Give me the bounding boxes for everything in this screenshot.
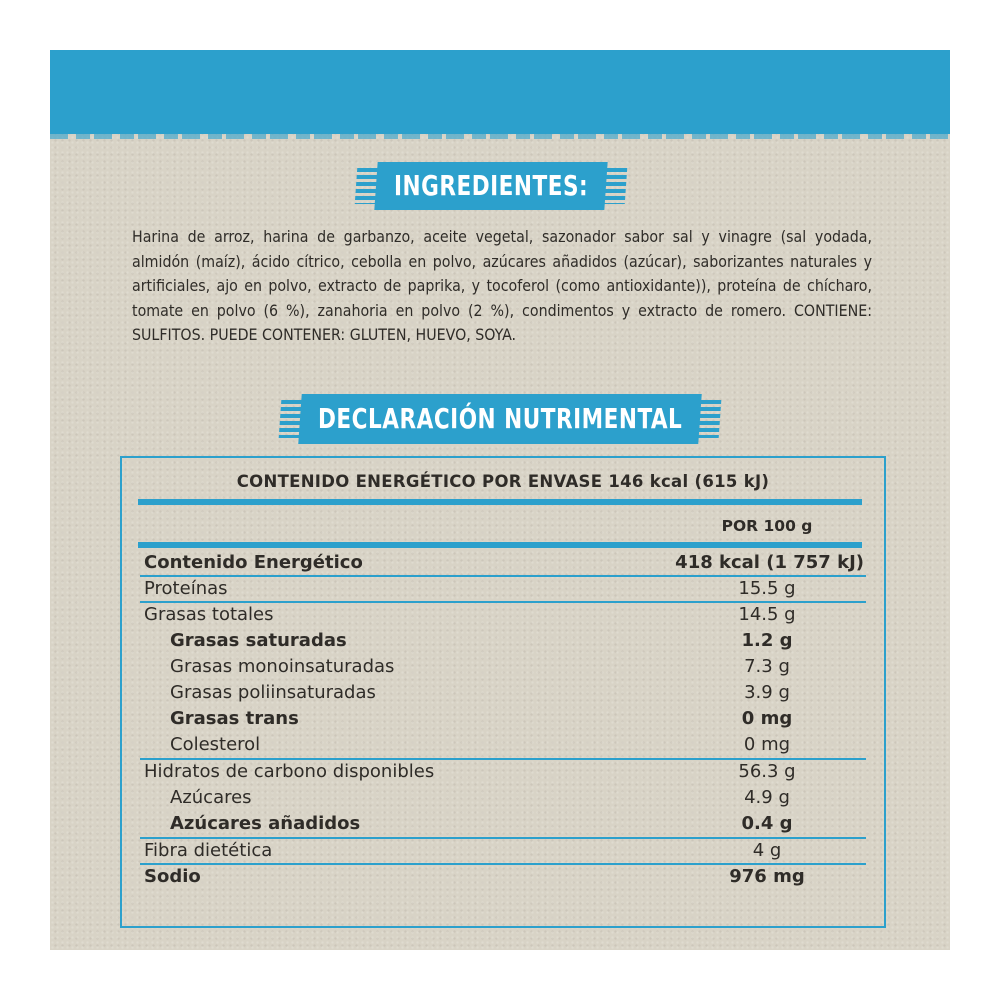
table-row bbox=[122, 732, 884, 758]
row-label: Grasas saturadas bbox=[170, 630, 347, 651]
table-rule bbox=[138, 542, 862, 548]
table-row bbox=[122, 838, 884, 864]
energy-per-pack: CONTENIDO ENERGÉTICO POR ENVASE 146 kcal (615 kJ) bbox=[236, 472, 770, 491]
ingredients-heading: INGREDIENTES: bbox=[374, 162, 607, 210]
row-label: Contenido Energético bbox=[144, 552, 363, 573]
table-row bbox=[122, 550, 884, 576]
table-rule bbox=[138, 499, 862, 505]
row-label: Grasas trans bbox=[170, 708, 299, 729]
row-value: 418 kcal (1 757 kJ) bbox=[675, 552, 864, 573]
ingredients-text: Harina de arroz, harina de garbanzo, aceite vegetal, sazonador sabor sal y vinagre (sal yodada, almidón (maíz), ácido cítrico, cebolla en polvo, azúcares añadidos (azúcar), saborizantes naturales y artificiales, ajo en polvo, extracto de paprika, y tocoferol (como antioxidante)), proteína de chícharo, tomate en polvo (6 %), zanahoria en polvo (2 %), condimentos y extracto de romero. CONTIENE: SULFITOS. PUEDE CONTENER: GLUTEN, HUEVO, SOYA. bbox=[132, 227, 872, 344]
row-label: Azúcares bbox=[170, 787, 252, 808]
row-label: Grasas totales bbox=[144, 604, 274, 625]
top-color-band bbox=[50, 50, 950, 134]
row-value: 0.4 g bbox=[741, 813, 793, 834]
row-label: Sodio bbox=[144, 866, 201, 887]
table-row bbox=[122, 628, 884, 654]
row-label: Fibra dietética bbox=[144, 840, 273, 861]
row-label: Hidratos de carbono disponibles bbox=[144, 761, 435, 782]
row-value: 3.9 g bbox=[744, 682, 790, 703]
row-value: 14.5 g bbox=[738, 604, 796, 625]
column-header: POR 100 g bbox=[721, 517, 813, 535]
label-panel bbox=[50, 50, 950, 950]
table-row bbox=[122, 706, 884, 732]
row-value: 4.9 g bbox=[744, 787, 790, 808]
row-value: 15.5 g bbox=[738, 578, 796, 599]
nutrition-heading: DECLARACIÓN NUTRIMENTAL bbox=[298, 394, 701, 444]
nutrition-table bbox=[120, 456, 886, 928]
row-value: 976 mg bbox=[729, 866, 805, 887]
table-row bbox=[122, 759, 884, 785]
row-label: Grasas monoinsaturadas bbox=[170, 656, 395, 677]
table-row bbox=[122, 785, 884, 811]
row-label: Colesterol bbox=[170, 734, 261, 755]
table-row bbox=[122, 654, 884, 680]
row-value: 4 g bbox=[752, 840, 782, 861]
row-value: 7.3 g bbox=[744, 656, 790, 677]
row-value: 0 mg bbox=[741, 708, 793, 729]
row-value: 56.3 g bbox=[738, 761, 796, 782]
table-row bbox=[122, 811, 884, 837]
table-row bbox=[122, 576, 884, 602]
table-row bbox=[122, 680, 884, 706]
row-value: 0 mg bbox=[743, 734, 791, 755]
table-row bbox=[122, 864, 884, 890]
row-value: 1.2 g bbox=[741, 630, 793, 651]
row-label: Grasas poliinsaturadas bbox=[170, 682, 376, 703]
table-row bbox=[122, 602, 884, 628]
row-label: Azúcares añadidos bbox=[170, 813, 361, 834]
row-label: Proteínas bbox=[144, 578, 228, 599]
